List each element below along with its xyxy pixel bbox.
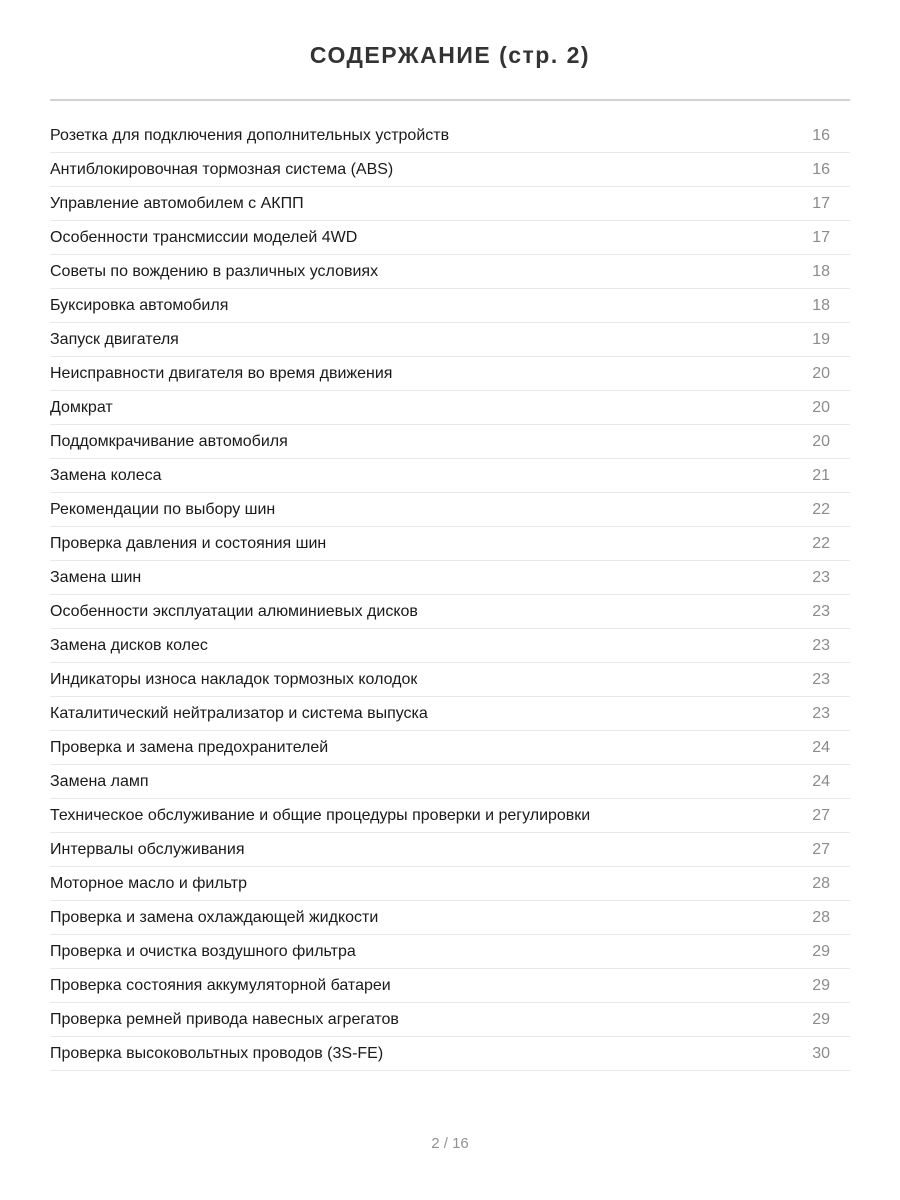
toc-item-title: Замена дисков колес <box>50 636 208 654</box>
toc-item-page: 24 <box>812 772 830 790</box>
toc-row <box>50 901 850 935</box>
toc-item-title: Домкрат <box>50 398 113 416</box>
toc-row <box>50 255 850 289</box>
toc-item-page: 16 <box>812 160 830 178</box>
toc-item-page: 20 <box>812 364 830 382</box>
header-rule <box>50 99 850 101</box>
toc-row <box>50 595 850 629</box>
toc-item-title: Замена колеса <box>50 466 162 484</box>
toc-list <box>50 119 850 1071</box>
toc-item-title: Проверка состояния аккумуляторной батареи <box>50 976 391 994</box>
toc-item-title: Розетка для подключения дополнительных устройств <box>50 126 450 144</box>
toc-row <box>50 833 850 867</box>
toc-row <box>50 289 850 323</box>
toc-item-title: Проверка и очистка воздушного фильтра <box>50 942 356 960</box>
toc-row <box>50 697 850 731</box>
toc-item-title: Проверка высоковольтных проводов (3S-FE) <box>50 1044 384 1062</box>
toc-item-page: 29 <box>812 976 830 994</box>
toc-item-page: 20 <box>812 398 830 416</box>
toc-item-page: 27 <box>812 840 830 858</box>
toc-row <box>50 1037 850 1071</box>
toc-row <box>50 867 850 901</box>
toc-row <box>50 323 850 357</box>
toc-row <box>50 1003 850 1037</box>
toc-item-page: 28 <box>812 908 830 926</box>
toc-item-title: Проверка ремней привода навесных агрегатов <box>50 1010 399 1028</box>
toc-row <box>50 119 850 153</box>
toc-item-page: 23 <box>812 602 830 620</box>
toc-item-page: 21 <box>812 466 830 484</box>
toc-item-page: 22 <box>812 534 830 552</box>
page-indicator: 2 / 16 <box>431 1135 469 1152</box>
toc-item-title: Замена шин <box>50 568 142 586</box>
toc-row <box>50 459 850 493</box>
page-title: СОДЕРЖАНИЕ (стр. 2) <box>309 42 591 68</box>
toc-item-page: 18 <box>812 262 830 280</box>
toc-item-page: 23 <box>812 704 830 722</box>
toc-item-page: 18 <box>812 296 830 314</box>
toc-item-title: Моторное масло и фильтр <box>50 874 247 892</box>
toc-row <box>50 935 850 969</box>
toc-item-title: Антиблокировочная тормозная система (ABS) <box>50 160 394 178</box>
toc-item-page: 23 <box>812 568 830 586</box>
toc-row <box>50 969 850 1003</box>
toc-item-title: Проверка и замена предохранителей <box>50 738 329 756</box>
toc-item-page: 19 <box>812 330 830 348</box>
toc-item-title: Техническое обслуживание и общие процедуры проверки и регулировки <box>50 806 591 824</box>
toc-item-page: 17 <box>812 228 830 246</box>
toc-row <box>50 561 850 595</box>
document-page <box>0 38 900 1200</box>
toc-item-page: 24 <box>812 738 830 756</box>
toc-row <box>50 391 850 425</box>
toc-item-title: Проверка и замена охлаждающей жидкости <box>50 908 379 926</box>
toc-item-title: Запуск двигателя <box>50 330 179 348</box>
toc-item-title: Управление автомобилем с АКПП <box>50 194 304 212</box>
toc-row <box>50 799 850 833</box>
toc-item-page: 29 <box>812 942 830 960</box>
toc-item-title: Рекомендации по выбору шин <box>50 500 276 518</box>
toc-item-title: Замена ламп <box>50 772 149 790</box>
toc-item-title: Поддомкрачивание автомобиля <box>50 432 288 450</box>
toc-item-page: 30 <box>812 1044 830 1062</box>
toc-item-page: 23 <box>812 636 830 654</box>
toc-item-title: Каталитический нейтрализатор и система выпуска <box>50 704 428 722</box>
toc-item-title: Интервалы обслуживания <box>50 840 245 858</box>
toc-row <box>50 153 850 187</box>
toc-row <box>50 765 850 799</box>
toc-item-page: 16 <box>812 126 830 144</box>
toc-item-title: Буксировка автомобиля <box>50 296 229 314</box>
toc-item-title: Индикаторы износа накладок тормозных колодок <box>50 670 418 688</box>
toc-item-title: Проверка давления и состояния шин <box>50 534 327 552</box>
toc-item-page: 20 <box>812 432 830 450</box>
toc-item-page: 29 <box>812 1010 830 1028</box>
toc-row <box>50 663 850 697</box>
toc-row <box>50 357 850 391</box>
toc-row <box>50 221 850 255</box>
toc-row <box>50 425 850 459</box>
toc-item-page: 28 <box>812 874 830 892</box>
toc-row <box>50 527 850 561</box>
toc-row <box>50 187 850 221</box>
toc-item-title: Неисправности двигателя во время движения <box>50 364 393 382</box>
toc-item-title: Особенности эксплуатации алюминиевых дисков <box>50 602 418 620</box>
toc-row <box>50 493 850 527</box>
toc-row <box>50 731 850 765</box>
toc-item-page: 22 <box>812 500 830 518</box>
toc-item-page: 17 <box>812 194 830 212</box>
toc-item-page: 23 <box>812 670 830 688</box>
toc-item-title: Особенности трансмиссии моделей 4WD <box>50 228 358 246</box>
toc-row <box>50 629 850 663</box>
toc-item-title: Советы по вождению в различных условиях <box>50 262 379 280</box>
toc-item-page: 27 <box>812 806 830 824</box>
